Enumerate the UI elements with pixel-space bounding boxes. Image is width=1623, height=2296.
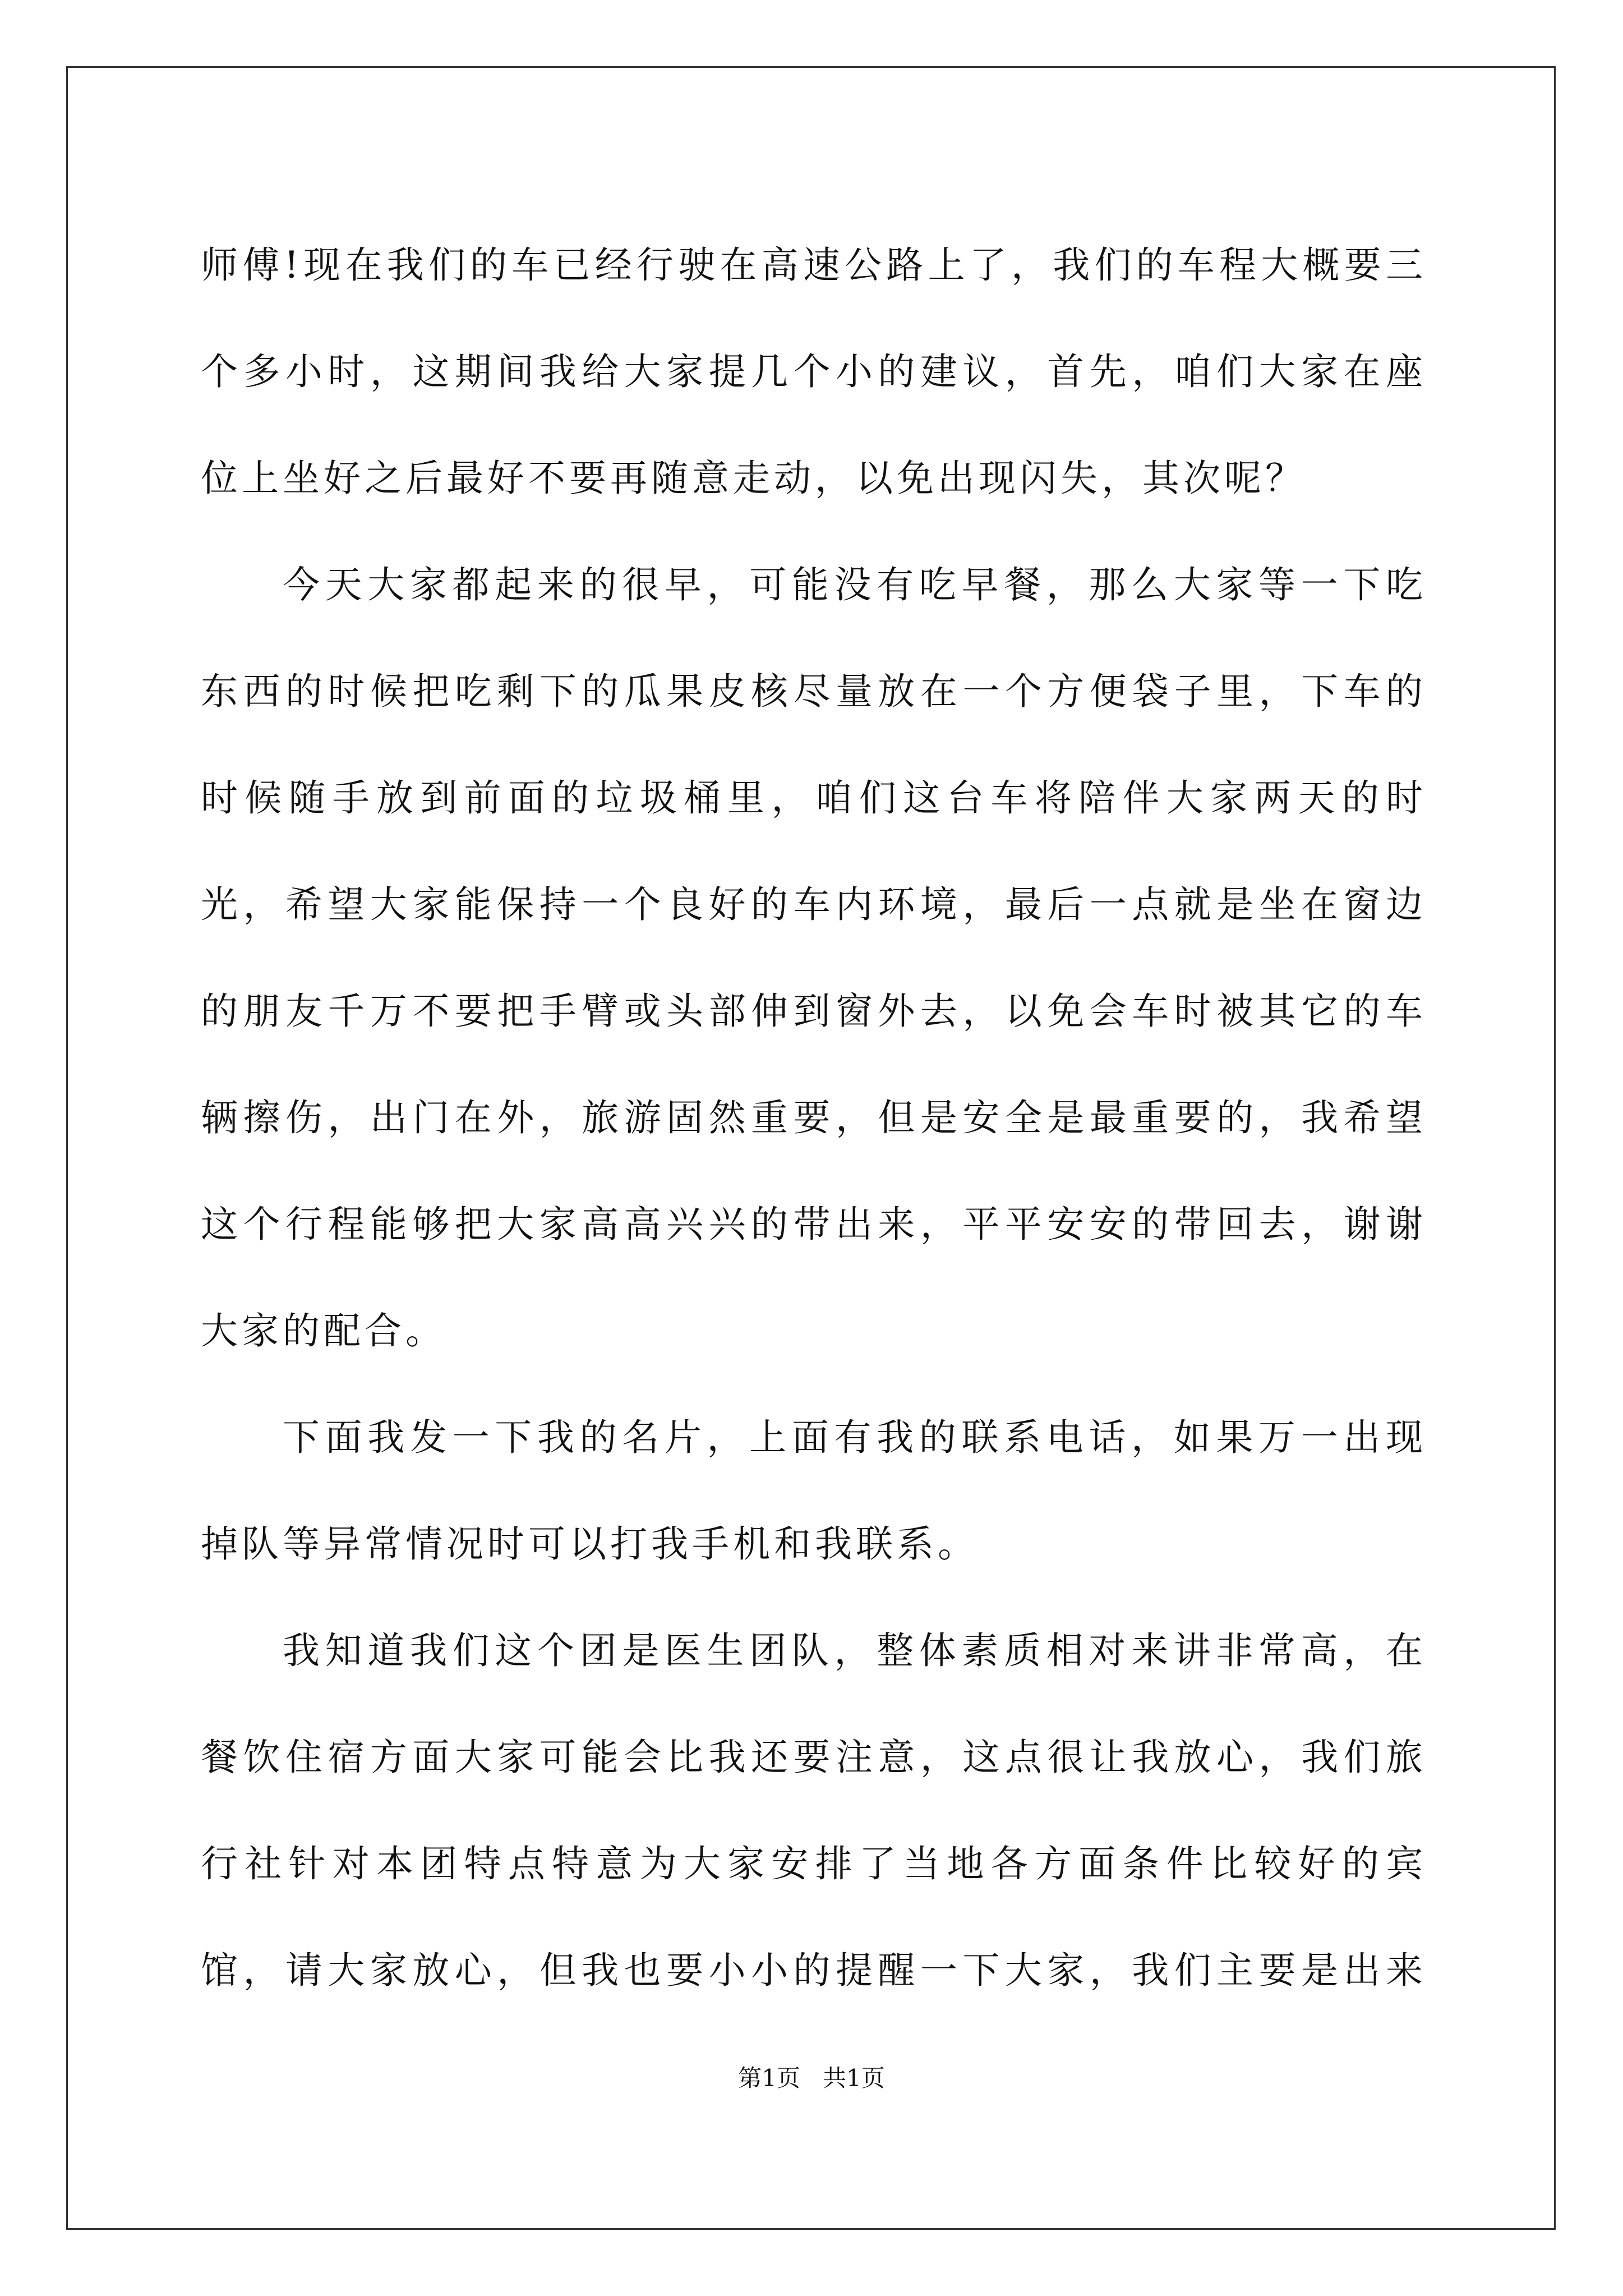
paragraph-4: 我知道我们这个团是医生团队，整体素质相对来讲非常高，在餐饮住宿方面大家可能会比我还要注意，这点很让我放心，我们旅行社针对本团特点特意为大家安排了当地各方面条件比较好的宾馆，请大家放心，但我也要小小的提醒一下大家，我们主要是出来	[201, 1629, 1427, 1992]
paragraph-2: 今天大家都起来的很早，可能没有吃早餐，那么大家等一下吃东西的时候把吃剩下的瓜果皮核尽量放在一个方便袋子里，下车的时候随手放到前面的垃圾桶里，咱们这台车将陪伴大家两天的时光，希望大家能保持一个良好的车内环境，最后一点就是坐在窗边的朋友千万不要把手臂或头部伸到窗外去，以免会车时被其它的车辆擦伤，出门在外，旅游固然重要，但是安全是最重要的，我希望这个行程能够把大家高高兴兴的带出来，平平安安的带回去，谢谢大家的配合。	[201, 563, 1427, 1352]
paragraph-1: 师傅!现在我们的车已经行驶在高速公路上了，我们的车程大概要三个多小时，这期间我给大家提几个小的建议，首先，咱们大家在座位上坐好之后最好不要再随意走动，以免出现闪失，其次呢？	[201, 243, 1427, 500]
document-body	[201, 212, 1427, 2007]
page-number-footer: 第1页 共1页	[738, 2064, 885, 2092]
paragraph-3: 下面我发一下我的名片，上面有我的联系电话，如果万一出现掉队等异常情况时可以打我手机和我联系。	[201, 1416, 1427, 1566]
